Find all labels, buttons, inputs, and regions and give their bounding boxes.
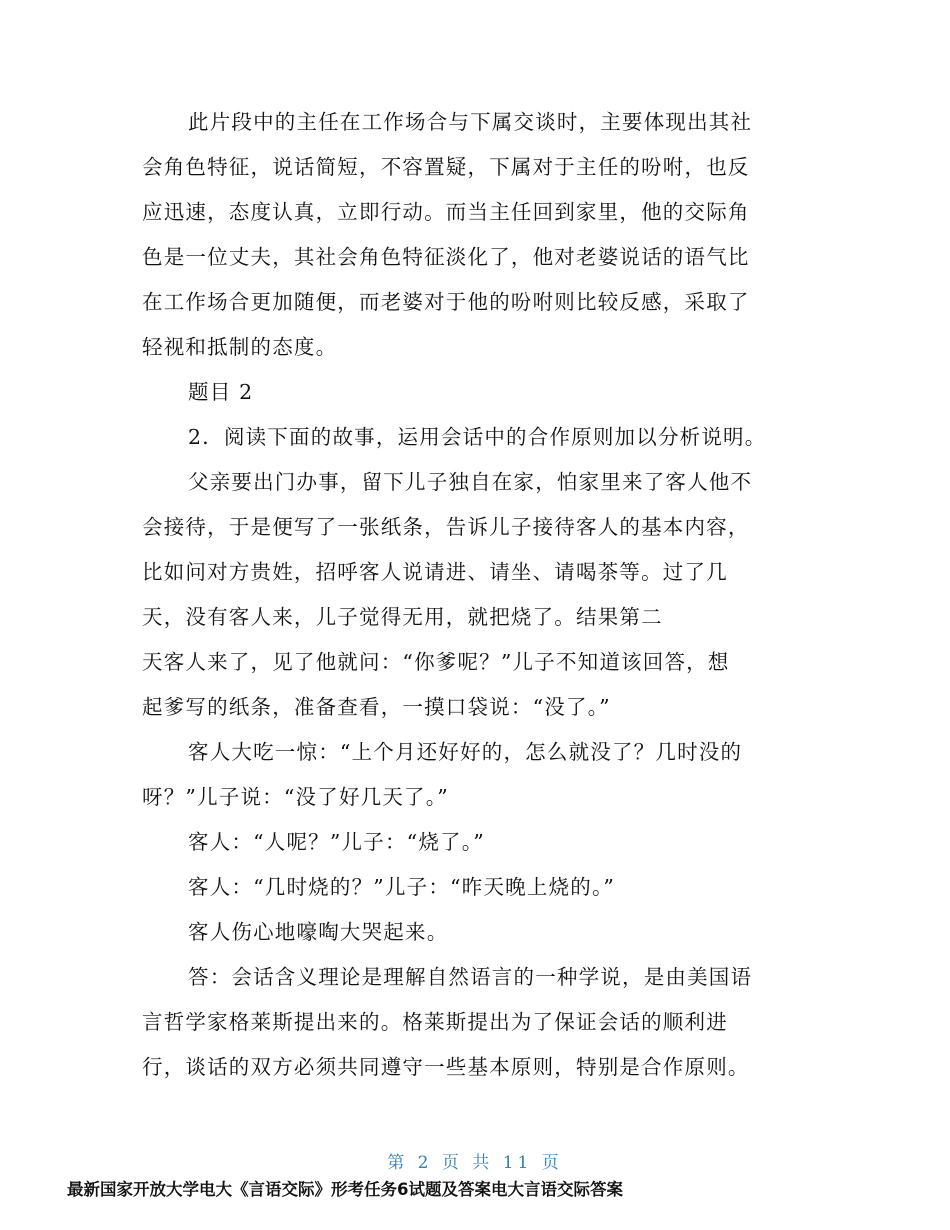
- text-line: 客人：“几时烧的？”儿子：“昨天晚上烧的。”: [188, 875, 616, 899]
- answer-line: 言哲学家格莱斯提出来的。格莱斯提出为了保证会话的顺利进: [142, 1010, 728, 1034]
- text-line: 呀？”儿子说：“没了好几天了。”: [142, 785, 449, 809]
- text-line: 天客人来了，见了他就问：“你爹呢？”儿子不知道该回答，想: [142, 650, 730, 674]
- text-line: 客人伤心地嚎啕大哭起来。: [188, 920, 449, 944]
- question-heading: 题目 2: [188, 380, 254, 404]
- text-line: 天，没有客人来，儿子觉得无用，就把烧了。结果第二: [142, 605, 663, 629]
- text-line: 比如问对方贵姓，招呼客人说请进、请坐、请喝茶等。过了几: [142, 560, 728, 584]
- answer-line: 答：会话含义理论是理解自然语言的一种学说，是由美国语: [188, 965, 753, 989]
- text-line: 起爹写的纸条，准备查看，一摸口袋说：“没了。”: [142, 695, 611, 719]
- text-line: 会角色特征，说话简短，不容置疑，下属对于主任的吩咐，也反: [142, 155, 750, 179]
- text-line: 父亲要出门办事，留下儿子独自在家，怕家里来了客人他不: [188, 470, 753, 494]
- text-line: 会接待，于是便写了一张纸条，告诉儿子接待客人的基本内容，: [142, 515, 750, 539]
- question-prompt: 2．阅读下面的故事，运用会话中的合作原则加以分析说明。: [188, 425, 767, 449]
- answer-line: 行，谈话的双方必须共同遵守一些基本原则，特别是合作原则。: [142, 1055, 750, 1079]
- document-title-footer: 最新国家开放大学电大《言语交际》形考任务6试题及答案电大言语交际答案: [67, 1180, 623, 1199]
- text-line: 应迅速，态度认真，立即行动。而当主任回到家里，他的交际角: [142, 200, 750, 224]
- text-line: 在工作场合更加随便，而老婆对于他的吩咐则比较反感，采取了: [142, 290, 750, 314]
- text-line: 此片段中的主任在工作场合与下属交谈时，主要体现出其社: [188, 110, 753, 134]
- page-indicator: 第 2 页 共 11 页: [387, 1153, 563, 1173]
- text-line: 客人大吃一惊：“上个月还好好的，怎么就没了？几时没的: [188, 740, 743, 764]
- text-line: 色是一位丈夫，其社会角色特征淡化了，他对老婆说话的语气比: [142, 245, 750, 269]
- text-line: 轻视和抵制的态度。: [142, 335, 338, 359]
- text-line: 客人：“人呢？”儿子：“烧了。”: [188, 830, 485, 854]
